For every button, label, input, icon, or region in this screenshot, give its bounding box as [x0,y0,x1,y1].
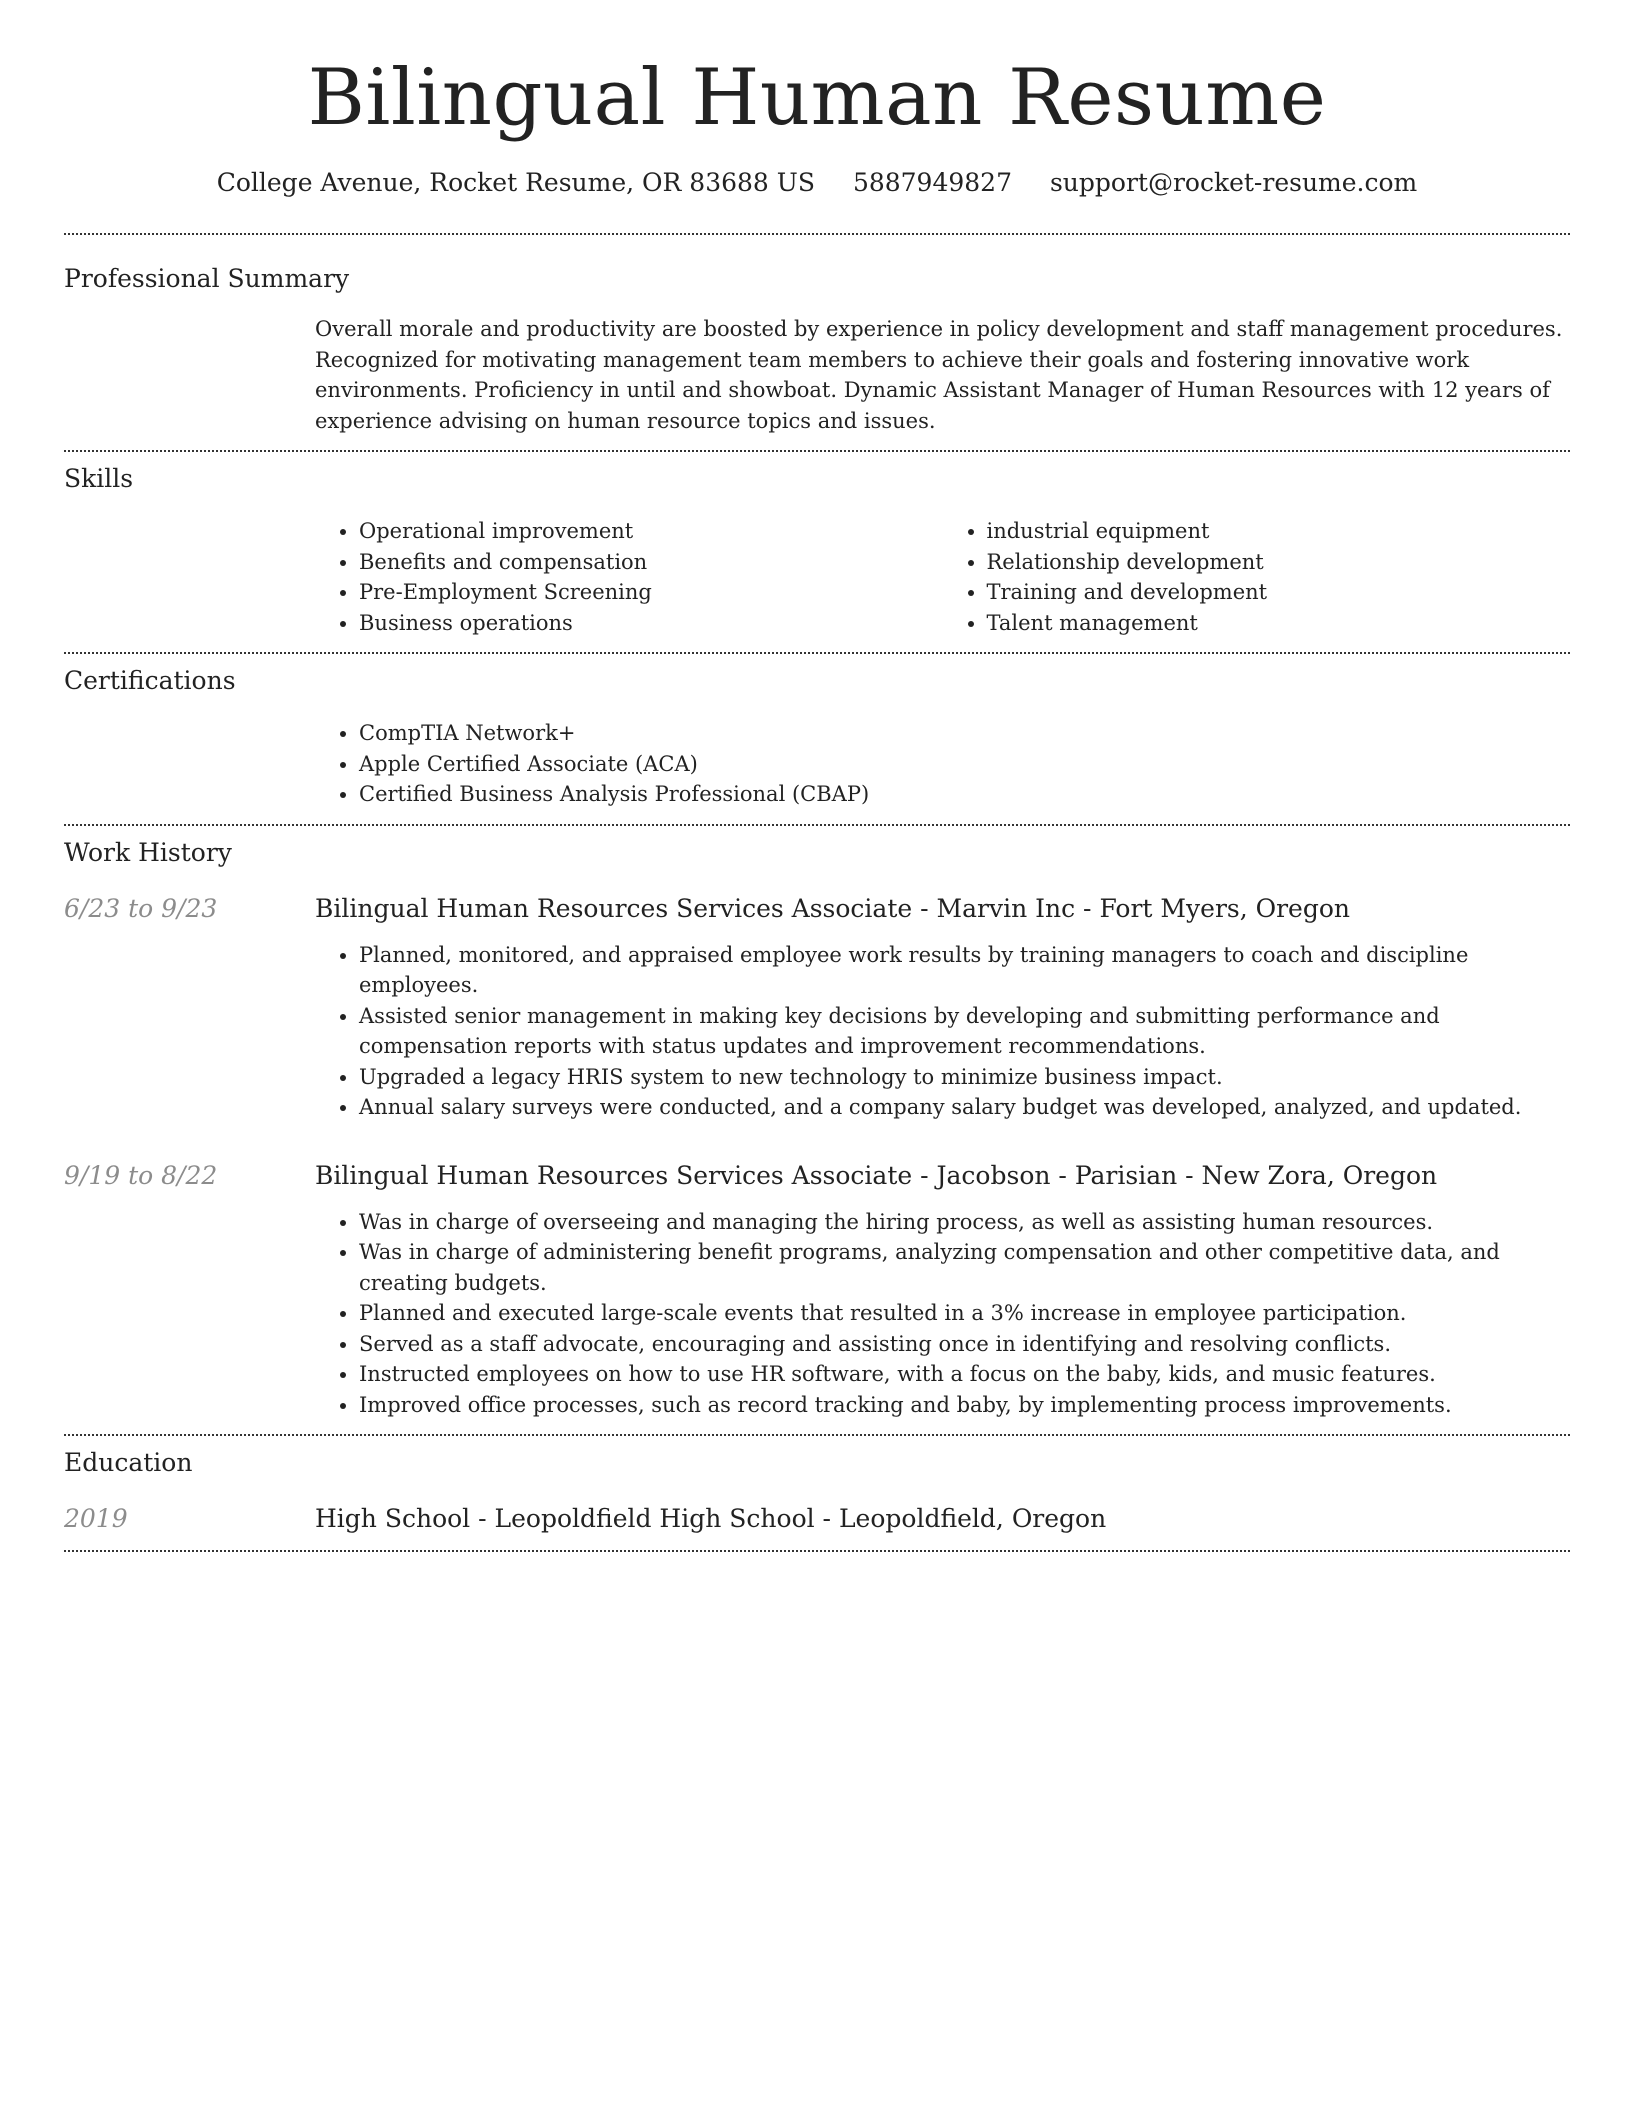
job-bullet: • Instructed employees on how to use HR software, with a focus on the baby, kids, and music features. [359,1359,1570,1390]
skill-item: • Pre-Employment Screening [359,577,943,608]
resume-name: Bilingual Human Resume [307,53,1327,143]
contact-phone: 5887949827 [852,168,1012,197]
certification-item: • Apple Certified Associate (ACA) [359,749,1570,780]
section-title-certifications: Certifications [64,666,236,695]
job-dates: 6/23 to 9/23 [64,893,218,923]
job-heading: Bilingual Human Resources Services Associate - Jacobson - Parisian - New Zora, Oregon [315,1160,1438,1190]
job-bullet: • Improved office processes, such as record tracking and baby, by implementing process improvements. [359,1390,1570,1421]
section-title-summary: Professional Summary [64,264,350,293]
job-bullets [315,940,1570,1123]
education-heading: High School - Leopoldfield High School - Leopoldfield, Oregon [315,1504,1107,1533]
resume-page [64,0,1570,1552]
skills-list-right [943,516,1571,638]
education-section [64,1436,1570,1550]
education-entry [64,1502,1570,1536]
skill-item: • Operational improvement [359,516,943,547]
job-bullet: • Served as a staff advocate, encouraging and assisting once in identifying and resolving conflicts. [359,1329,1570,1360]
summary-text: Overall morale and productivity are boosted by experience in policy development and staff management procedures. Recognized for motivating management team members to achieve their goals and fostering innovative work environments. Proficiency in until and showboat. Dynamic Assistant Manager of Human Resources with 12 years of experience advising on human resource topics and issues. [315,317,1563,433]
skill-item: • Relationship development [987,547,1571,578]
skills-list-left [315,516,943,638]
skills-grid [315,516,1570,638]
summary-section [64,235,1570,450]
job-entry [64,892,1570,1123]
section-title-education: Education [64,1448,193,1477]
divider [64,1550,1570,1552]
job-bullet: • Was in charge of administering benefit programs, analyzing compensation and other competitive data, and creating budgets. [359,1237,1570,1298]
summary-content [315,314,1570,436]
job-bullet: • Planned, monitored, and appraised employee work results by training managers to coach and discipline employees. [359,940,1570,1001]
job-details [315,940,1570,1123]
job-bullet: • Assisted senior management in making key decisions by developing and submitting performance and compensation reports with status updates and improvement recommendations. [359,1001,1570,1062]
certifications-list [315,718,1570,810]
certification-item: • CompTIA Network+ [359,718,1570,749]
certifications-content [315,718,1570,810]
job-bullet: • Annual salary surveys were conducted, and a company salary budget was developed, analyzed, and updated. [359,1092,1570,1123]
job-bullet: • Was in charge of overseeing and managing the hiring process, as well as assisting human resources. [359,1207,1570,1238]
job-bullet: • Planned and executed large-scale events that resulted in a 3% increase in employee participation. [359,1298,1570,1329]
job-details [315,1207,1570,1421]
job-bullet: • Upgraded a legacy HRIS system to new technology to minimize business impact. [359,1062,1570,1093]
certification-item: • Certified Business Analysis Professional (CBAP) [359,779,1570,810]
education-year: 2019 [64,1504,128,1533]
work-history-section [64,826,1570,1435]
job-dates: 9/19 to 8/22 [64,1160,218,1190]
contact-email: support@rocket-resume.com [1049,168,1418,197]
skill-item: • Talent management [987,608,1571,639]
section-title-work-history: Work History [64,837,232,867]
contact-address: College Avenue, Rocket Resume, OR 83688 US [216,168,815,197]
skill-item: • Benefits and compensation [359,547,943,578]
job-bullets [315,1207,1570,1421]
job-entry [64,1159,1570,1421]
skills-section [64,452,1570,652]
job-heading: Bilingual Human Resources Services Associate - Marvin Inc - Fort Myers, Oregon [315,893,1351,923]
skill-item: • Business operations [359,608,943,639]
contact-line [64,166,1570,200]
certifications-section [64,654,1570,824]
skill-item: • industrial equipment [987,516,1571,547]
skill-item: • Training and development [987,577,1571,608]
section-title-skills: Skills [64,464,134,493]
